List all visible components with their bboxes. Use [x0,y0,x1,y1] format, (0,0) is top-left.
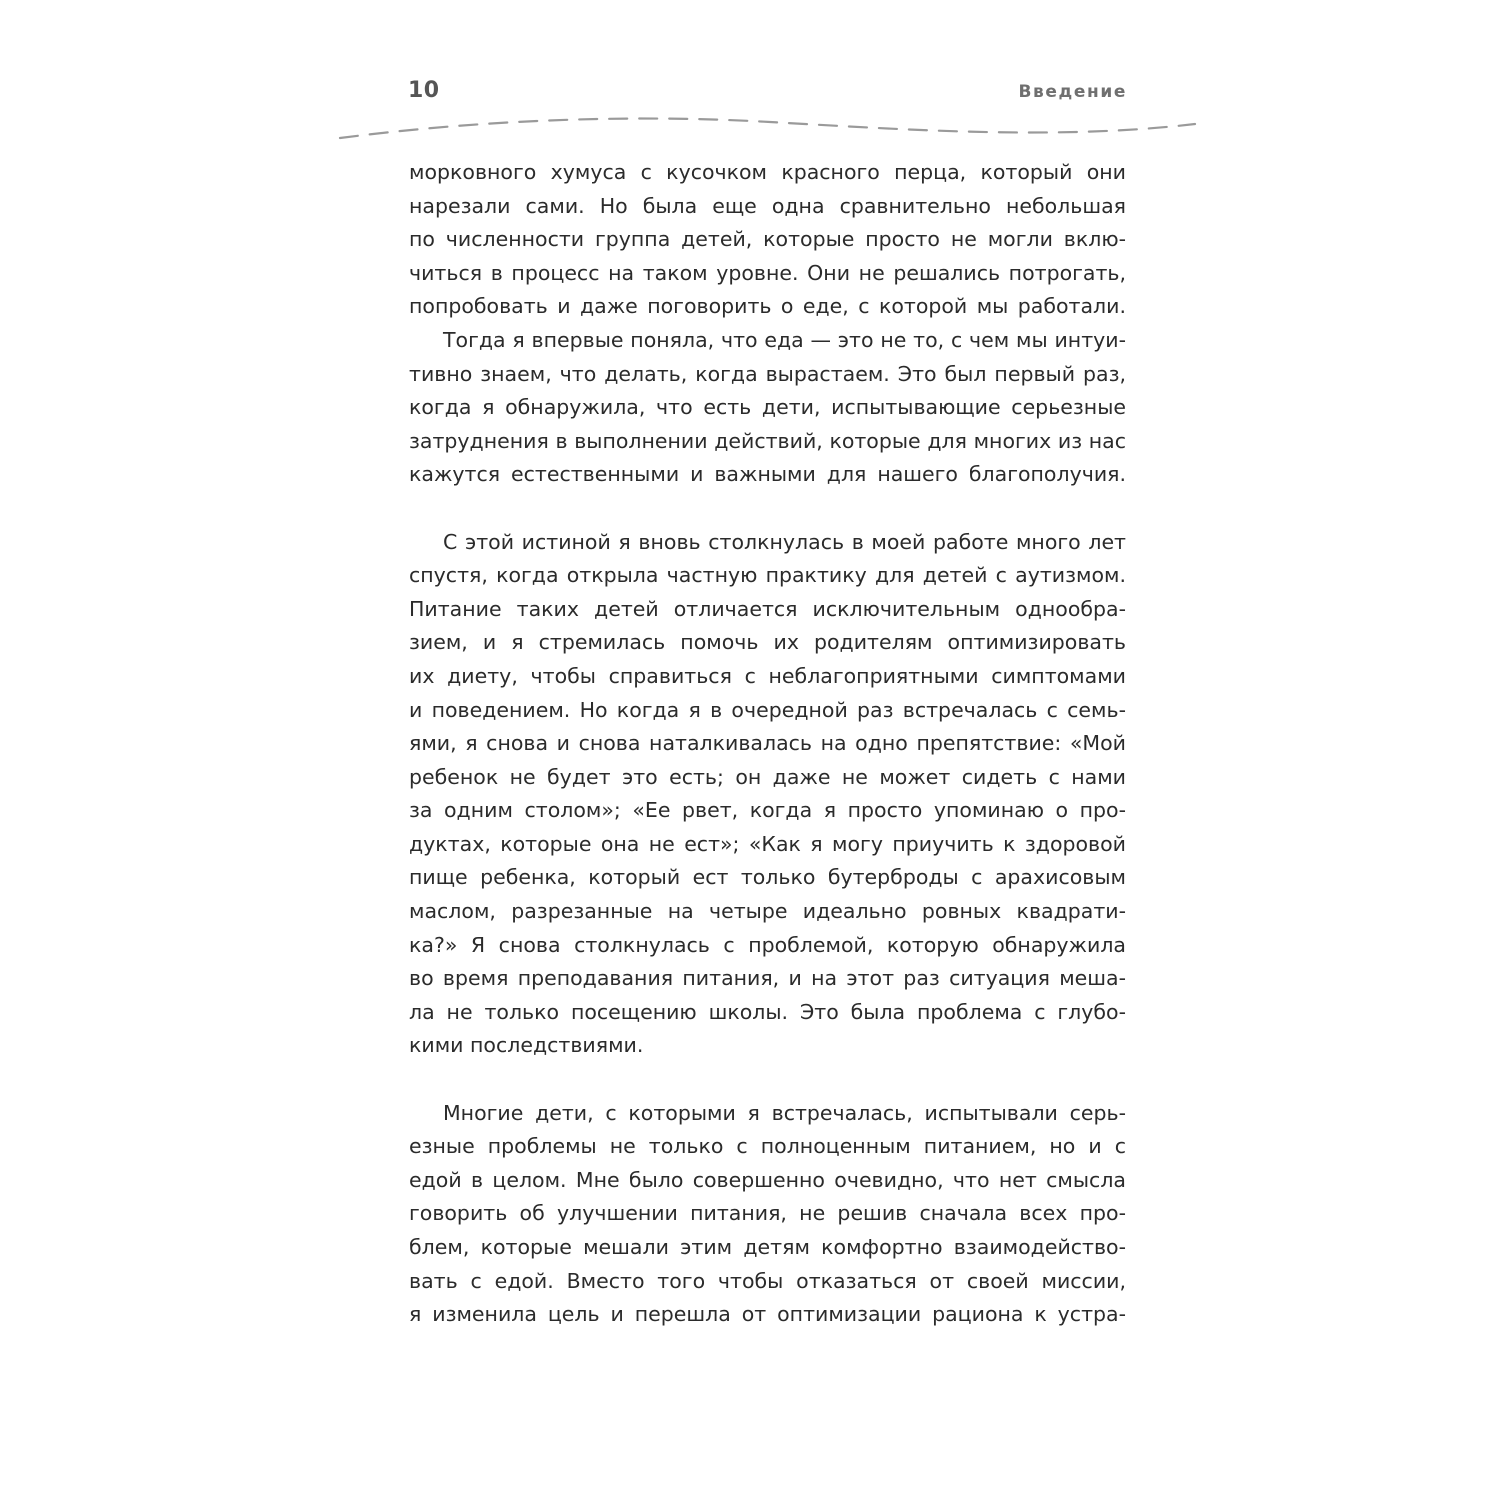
text-line: читься в процесс на таком уровне. Они не решались потрогать, [409,260,1126,285]
text-line: за одним столом»; «Ее рвет, когда я просто упоминаю о про- [409,798,1126,823]
text-line: попробовать и даже поговорить о еде, с которой мы работали. [409,294,1126,319]
text-line: по численности группа детей, которые просто не могли вклю- [409,227,1126,252]
paragraph [409,324,1126,492]
text-line: блем, которые мешали этим детям комфортно взаимодейство- [409,1235,1126,1259]
text-line: ями, я снова и снова наталкивалась на одно препятствие: «Мой [409,731,1126,756]
text-line: кажутся естественными и важными для нашего благополучия. [409,462,1126,487]
text-line: спустя, когда открыла частную практику для детей с аутизмом. [409,563,1126,588]
text-line: ребенок не будет это есть; он даже не может сидеть с нами [409,764,1126,789]
text-line: ла не только посещению школы. Это была проблема с глубо- [409,999,1126,1024]
text-line: едой в целом. Мне было совершенно очевидно, что нет смысла [409,1167,1126,1192]
paragraph [409,156,1126,324]
text-line: дуктах, которые она не ест»; «Как я могу приучить к здоровой [409,831,1126,856]
text-line: их диету, чтобы справиться с неблагоприятными симптомами [409,663,1126,688]
text-line: вать с едой. Вместо того чтобы отказаться от своей миссии, [409,1268,1126,1293]
text-line: Питание таких детей отличается исключительным однообра- [409,596,1126,621]
text-line: затруднения в выполнении действий, которые для многих из нас [409,428,1126,453]
text-line: зием, и я стремилась помочь их родителям оптимизировать [409,630,1126,655]
text-line: и поведением. Но когда я в очередной раз встречалась с семь- [409,697,1126,722]
page-number: 10 [408,78,440,103]
text-line: я изменила цель и перешла от оптимизации рациона к устра- [409,1302,1126,1327]
paragraph-gap [409,492,1126,526]
text-line: маслом, разрезанные на четыре идеально ровных квадрати- [409,899,1126,924]
text-line: С этой истиной я вновь столкнулась в моей работе много лет [443,529,1126,554]
text-line: кими последствиями. [409,1033,644,1058]
header-wavy-dashed-divider [330,100,1200,150]
paragraph [409,526,1126,1064]
text-line: пище ребенка, который ест только бутерброды с арахисовым [409,865,1126,890]
running-head: Введение [1018,82,1127,102]
body-text [409,156,1126,1332]
text-line: тивно знаем, что делать, когда вырастаем. Это был первый раз, [409,361,1126,386]
text-line: когда я обнаружила, что есть дети, испытывающие серьезные [409,395,1126,420]
paragraph [409,1097,1126,1332]
text-line: во время преподавания питания, и на этот раз ситуация меша- [409,966,1126,991]
text-line: Тогда я впервые поняла, что еда — это не то, с чем мы интуи- [443,327,1126,352]
text-line: Многие дети, с которыми я встречалась, испытывали серь- [443,1100,1126,1125]
text-line: морковного хумуса с кусочком красного перца, который они [409,160,1126,184]
text-line: езные проблемы не только с полноценным питанием, но и с [409,1134,1126,1159]
text-line: нарезали сами. Но была еще одна сравнительно небольшая [409,193,1126,218]
paragraph-gap [409,1063,1126,1097]
text-line: ка?» Я снова столкнулась с проблемой, которую обнаружила [409,932,1126,957]
text-line: говорить об улучшении питания, не решив сначала всех про- [409,1201,1126,1226]
